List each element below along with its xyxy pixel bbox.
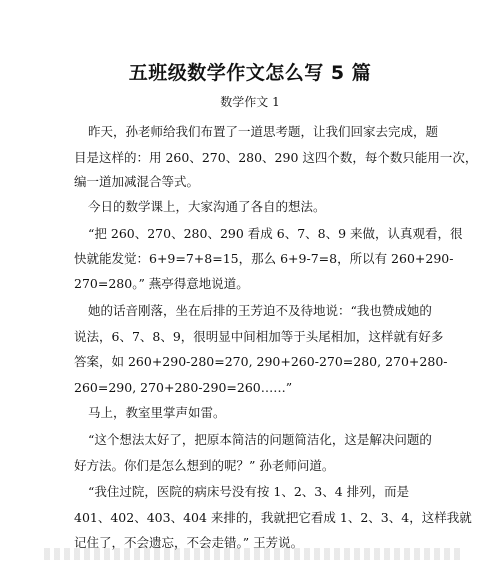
paragraph-line: 马上，教室里掌声如雷。 <box>88 405 226 420</box>
paragraph-line: 编一道加减混合等式。 <box>74 174 200 189</box>
paragraph-line: 好方法。你们是怎么想到的呢？” 孙老师问道。 <box>74 458 335 473</box>
paragraph-line: 快就能发觉：6+9=7+8=15，那么 6+9-7=8，所以有 260+290- <box>74 251 454 266</box>
paragraph-line: 昨天，孙老师给我们布置了一道思考题，让我们回家去完成，题 <box>88 124 439 139</box>
paragraph-line: “我住过院，医院的病床号没有按 1、2、3、4 排列，而是 <box>88 484 410 499</box>
paragraph-line: 401、402、403、404 来排的，我就把它看成 1、2、3、4，这样我就 <box>74 510 472 525</box>
paragraph-line: 260=290, 270+280-290=260……” <box>74 380 293 395</box>
paragraph-line: 今日的数学课上，大家沟通了各自的想法。 <box>88 199 326 214</box>
paragraph-line: “把 260、270、280、290 看成 6、7、8、9 来做，认真观看，很 <box>88 226 463 241</box>
paragraph-line: 说法，6、7、8、9，很明显中间相加等于头尾相加，这样就有好多 <box>74 329 444 344</box>
paragraph-line: 目是这样的：用 260、270、280、290 这四个数，每个数只能用一次， <box>74 150 478 165</box>
document-subtitle: 数学作文 1 <box>220 95 280 109</box>
paragraph-line: 她的话音刚落，坐在后排的王芳迫不及待地说：“我也赞成她的 <box>88 303 432 318</box>
document-title: 五班级数学作文怎么写 5 篇 <box>128 62 372 84</box>
paragraph-line: 270=280。” 燕亭得意地说道。 <box>74 276 249 291</box>
paragraph-line: 记住了，不会遗忘，不会走错。” 王芳说。 <box>74 535 304 550</box>
paragraph-line: 答案，如 260+290-280=270, 290+260-270=280, 270+280- <box>74 354 448 369</box>
paragraph-line: “这个想法太好了，把原本简洁的问题简洁化，这是解决问题的 <box>88 432 432 447</box>
cropped-text-line <box>44 548 464 560</box>
